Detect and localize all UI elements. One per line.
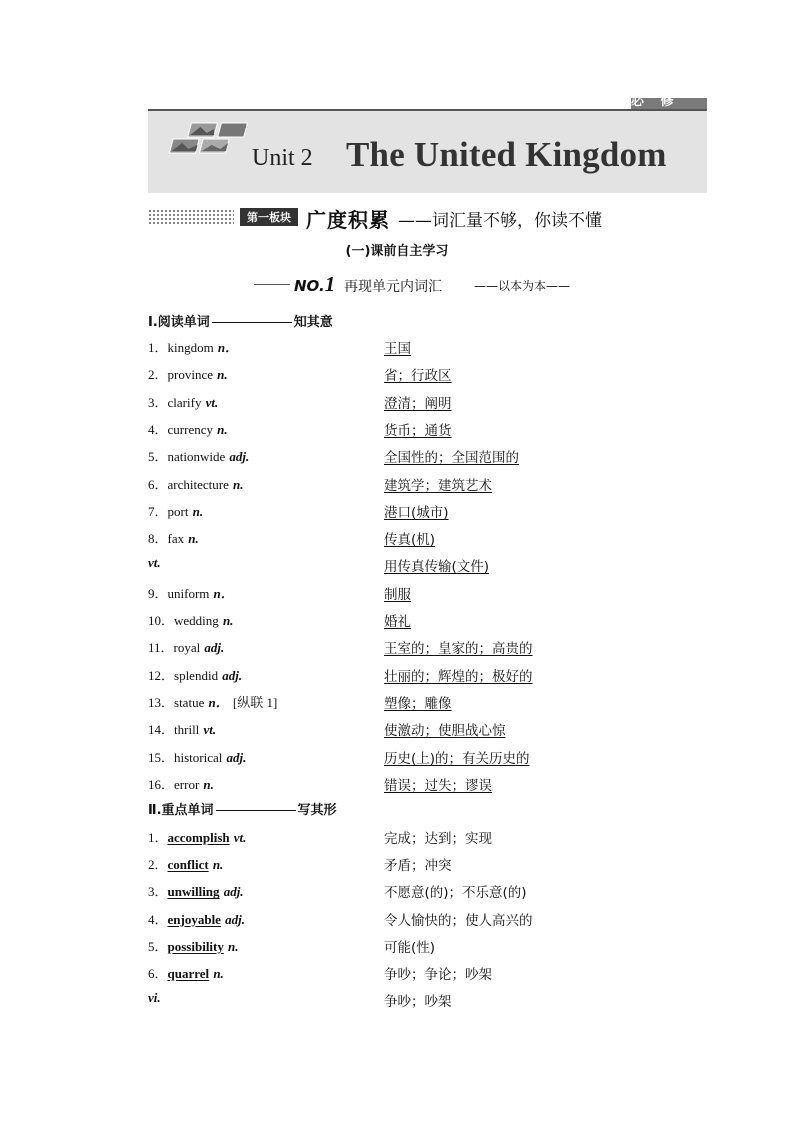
no1-title: 再现单元内词汇 (344, 279, 442, 295)
chinese-meaning: 争吵；争论；吵架 (384, 967, 492, 983)
term (148, 446, 249, 465)
list-item (148, 528, 648, 550)
part1-tail: 知其意 (293, 315, 333, 330)
item-number: 10． (148, 613, 175, 628)
landscape-photos-icon (158, 121, 254, 161)
chinese-meaning: 壮丽的；辉煌的；极好的 (384, 668, 533, 685)
chinese-meaning: 塑像；雕像 (384, 695, 452, 712)
list-item (148, 936, 648, 958)
part2-heading (148, 799, 337, 818)
part1-heading (148, 311, 333, 330)
english-word: province (167, 367, 213, 383)
no1-prefix: NO. (294, 277, 325, 295)
part-of-speech: adj. (204, 640, 225, 656)
part-of-speech: n． (217, 340, 239, 355)
term (148, 474, 243, 493)
list-item (148, 637, 648, 659)
part-of-speech: n. (192, 503, 204, 519)
no1-tail: ——以本为本—— (474, 279, 571, 293)
item-number: 13． (148, 694, 175, 710)
item-number: 15． (148, 749, 175, 765)
item-number: 3． (148, 884, 168, 900)
list-item (148, 337, 648, 359)
list-item (148, 501, 648, 523)
term (148, 337, 238, 356)
part1-rule (212, 322, 292, 323)
english-word: error (174, 776, 200, 792)
chinese-meaning: 货币；通货 (384, 422, 452, 439)
part-of-speech: n. (233, 476, 244, 492)
unit-title: The United Kingdom (346, 135, 667, 174)
term (148, 719, 216, 738)
part-of-speech: n． (208, 694, 229, 710)
part-of-speech: n. (212, 857, 224, 873)
part-of-speech: n. (213, 966, 224, 981)
term (148, 555, 161, 571)
chinese-meaning: 令人愉快的；使人高兴的 (384, 912, 533, 929)
part-of-speech: vt. (148, 555, 161, 571)
part-of-speech: adj. (229, 449, 250, 465)
list-item (148, 392, 648, 414)
term (148, 854, 223, 873)
term (148, 827, 246, 846)
term (148, 364, 228, 383)
part2-label: Ⅱ.重点单词 (148, 803, 214, 818)
item-number: 5． (148, 938, 168, 954)
chinese-meaning: 港口(城市) (384, 504, 449, 521)
english-word: splendid (174, 667, 219, 683)
chinese-meaning: 不愿意(的)；不乐意(的) (384, 885, 527, 902)
chinese-meaning: 传真(机) (384, 532, 436, 549)
item-number: 3． (148, 394, 168, 410)
item-number: 2． (148, 367, 168, 383)
term (148, 963, 224, 982)
unit-banner (148, 109, 707, 193)
part-of-speech: vi. (148, 990, 161, 1006)
cross-reference: [纵联 1] (232, 694, 278, 710)
part2-rule (216, 810, 296, 811)
part-of-speech: n. (188, 531, 199, 547)
list-item (148, 610, 648, 632)
chinese-meaning: 使激动；使胆战心惊 (384, 723, 506, 740)
term (148, 692, 277, 711)
chinese-meaning: 王室的；皇家的；高贵的 (384, 641, 533, 658)
english-word-answer: quarrel (167, 966, 210, 981)
english-word-answer: unwilling (167, 884, 220, 900)
term (148, 610, 233, 629)
part-of-speech: n． (213, 585, 234, 601)
section-subtitle: ——词汇量不够，你读不懂 (398, 211, 602, 231)
english-word: uniform (167, 585, 210, 601)
section-title: 广度积累 (306, 208, 390, 232)
chinese-meaning: 用传真传输(文件) (384, 559, 490, 576)
list-item (148, 474, 648, 496)
chinese-meaning: 错误；过失；谬误 (384, 777, 492, 794)
term (148, 528, 199, 547)
part-of-speech: adj. (222, 667, 243, 683)
english-word-answer: conflict (167, 857, 209, 873)
term (148, 774, 214, 793)
list-item (148, 990, 648, 1012)
term (148, 936, 239, 955)
chinese-meaning: 制服 (384, 586, 411, 603)
list-item (148, 774, 648, 796)
section-header (148, 204, 668, 230)
english-word: statue (174, 694, 205, 710)
dot-pattern (148, 209, 234, 225)
english-word: royal (173, 640, 201, 656)
no1-number: 1 (324, 272, 336, 296)
item-number: 14． (148, 722, 175, 738)
part-of-speech: adj. (225, 911, 245, 927)
english-word: port (167, 503, 189, 519)
english-word: kingdom (167, 340, 214, 355)
list-item (148, 364, 648, 386)
item-number: 12． (148, 667, 175, 683)
item-number: 6． (148, 966, 168, 981)
english-word: wedding (174, 613, 219, 628)
english-word-answer: enjoyable (167, 911, 221, 927)
no1-tag (294, 272, 335, 297)
item-number: 8． (148, 531, 168, 547)
chinese-meaning: 澄清；阐明 (384, 395, 452, 412)
rule-left (254, 284, 290, 285)
chinese-meaning: 王国 (384, 341, 411, 357)
list-item (148, 827, 648, 849)
english-word: clarify (167, 394, 202, 410)
term (148, 665, 242, 684)
item-number: 4． (148, 911, 168, 927)
list-item (148, 446, 648, 468)
part-of-speech: vt. (233, 830, 247, 845)
term (148, 583, 234, 602)
part-of-speech: adj. (226, 749, 247, 765)
chinese-meaning: 建筑学；建筑艺术 (384, 477, 492, 494)
part-of-speech: n. (228, 938, 239, 954)
term (148, 909, 245, 928)
term (148, 637, 224, 656)
part-of-speech: n. (203, 776, 214, 792)
list-item (148, 719, 648, 741)
item-number: 7． (148, 503, 168, 519)
chinese-meaning: 矛盾；冲突 (384, 858, 452, 875)
part-of-speech: adj. (223, 884, 244, 900)
chinese-meaning: 全国性的；全国范围的 (384, 450, 519, 467)
term (148, 392, 218, 411)
english-word-answer: possibility (167, 938, 224, 954)
item-number: 1． (148, 830, 168, 845)
term (148, 501, 203, 520)
chinese-meaning: 历史(上)的；有关历史的 (384, 750, 530, 767)
list-item (148, 747, 648, 769)
subheading: (一)课前自主学习 (345, 244, 449, 259)
term (148, 990, 161, 1006)
english-word-answer: accomplish (167, 830, 230, 845)
chinese-meaning: 争吵；吵架 (384, 994, 452, 1011)
item-number: 9． (148, 585, 168, 601)
volume-tag: 必 修 (631, 98, 707, 120)
list-item (148, 555, 648, 577)
item-number: 16． (148, 776, 175, 792)
list-item (148, 909, 648, 931)
part-of-speech: vt. (203, 722, 217, 738)
item-number: 6． (148, 476, 168, 492)
english-word: currency (167, 421, 213, 437)
english-word: architecture (167, 476, 229, 492)
part-of-speech: n. (222, 613, 234, 628)
item-number: 11． (148, 640, 174, 656)
term (148, 747, 246, 766)
section-badge: 第一板块 (240, 208, 298, 226)
english-word: thrill (174, 722, 200, 738)
term (148, 419, 228, 438)
part-of-speech: vt. (205, 394, 219, 410)
chinese-meaning: 可能(性) (384, 939, 436, 956)
item-number: 1． (148, 340, 168, 355)
term (148, 881, 244, 900)
item-number: 2． (148, 857, 168, 873)
part1-label: Ⅰ.阅读单词 (148, 315, 210, 330)
item-number: 5． (148, 449, 168, 465)
part-of-speech: n. (217, 421, 228, 437)
chinese-meaning: 完成；达到；实现 (384, 831, 492, 847)
chinese-meaning: 婚礼 (384, 614, 411, 630)
list-item (148, 419, 648, 441)
english-word: nationwide (167, 449, 226, 465)
part-of-speech: n. (217, 367, 228, 383)
list-item (148, 665, 648, 687)
part2-tail: 写其形 (297, 803, 337, 818)
list-item (148, 583, 648, 605)
list-item (148, 963, 648, 985)
chinese-meaning: 省；行政区 (384, 368, 452, 385)
english-word: fax (167, 531, 185, 547)
no1-heading (254, 270, 570, 298)
list-item (148, 692, 648, 714)
item-number: 4． (148, 421, 168, 437)
unit-number: Unit 2 (252, 145, 313, 171)
list-item (148, 881, 648, 903)
english-word: historical (174, 749, 223, 765)
list-item (148, 854, 648, 876)
